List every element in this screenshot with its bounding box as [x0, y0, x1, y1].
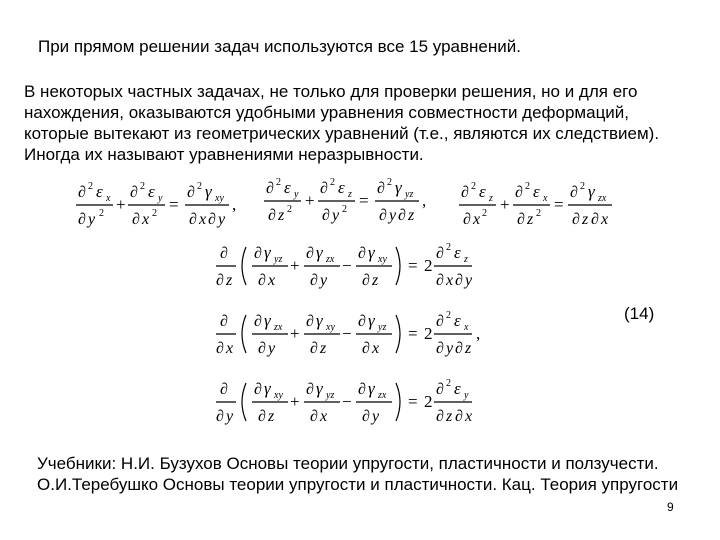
paragraph-text: В некоторых частных задачах, не только для проверки решения, но и для его нахождения, оказываются удобными уравнения совместности деформаций, которые вытекают из геометрических уравнений (т.е., являются их следствием). Иногда их называют уравнениями неразрывности. — [24, 82, 660, 164]
equation-2 — [264, 177, 426, 224]
equation-number: (14) — [624, 304, 655, 323]
svg-text:∂: ∂ — [362, 408, 370, 425]
svg-text:γ: γ — [264, 311, 271, 330]
svg-text:2: 2 — [152, 208, 157, 219]
svg-text:+: + — [116, 195, 126, 214]
svg-text:z: z — [372, 272, 379, 289]
svg-text:y: y — [332, 207, 340, 224]
equation-3 — [459, 181, 612, 228]
svg-text:∂: ∂ — [436, 408, 444, 425]
svg-text:∂: ∂ — [362, 272, 370, 289]
svg-text:zx: zx — [274, 322, 283, 333]
svg-text:x: x — [199, 211, 207, 228]
svg-text:,: , — [232, 195, 237, 214]
svg-text:y: y — [372, 408, 380, 425]
svg-text:=: = — [408, 256, 418, 275]
svg-text:∂: ∂ — [268, 207, 276, 224]
svg-text:y: y — [464, 390, 469, 401]
svg-text:y: y — [389, 207, 397, 224]
svg-text:yz: yz — [378, 322, 387, 333]
svg-text:∂: ∂ — [515, 184, 523, 201]
svg-text:yz: yz — [326, 390, 335, 401]
svg-text:γ: γ — [316, 243, 323, 262]
svg-text:z: z — [465, 340, 472, 357]
svg-text:z: z — [348, 189, 352, 200]
svg-text:ε: ε — [479, 182, 486, 201]
svg-text:ε: ε — [533, 182, 540, 201]
svg-text:z: z — [320, 340, 327, 357]
svg-text:∂: ∂ — [310, 272, 318, 289]
svg-text:γ: γ — [316, 311, 323, 330]
svg-text:=: = — [408, 392, 418, 411]
svg-text:x: x — [543, 193, 548, 204]
svg-text:∂: ∂ — [461, 184, 469, 201]
svg-text:−: − — [342, 392, 352, 411]
svg-text:∂: ∂ — [306, 313, 314, 330]
svg-text:x: x — [320, 408, 328, 425]
svg-text:∂: ∂ — [258, 272, 266, 289]
intro-text: При прямом решении задач используются все 15 уравнений. — [38, 37, 521, 56]
svg-text:2: 2 — [536, 208, 541, 219]
svg-text:∂: ∂ — [358, 313, 366, 330]
svg-text:γ: γ — [264, 243, 271, 262]
svg-text:y: y — [294, 189, 299, 200]
svg-text:y: y — [226, 408, 234, 425]
svg-text:zx: zx — [326, 254, 335, 265]
svg-text:+: + — [290, 256, 300, 275]
svg-text:x: x — [142, 211, 150, 228]
svg-text:2: 2 — [446, 378, 451, 389]
svg-text:xy: xy — [378, 254, 387, 265]
svg-text:2: 2 — [342, 204, 347, 215]
svg-text:∂: ∂ — [358, 245, 366, 262]
svg-text:∂: ∂ — [436, 381, 444, 398]
svg-text:∂: ∂ — [208, 211, 216, 228]
svg-text:2: 2 — [424, 256, 433, 275]
svg-text:2: 2 — [140, 181, 145, 192]
svg-text:2: 2 — [446, 310, 451, 321]
svg-text:x: x — [473, 211, 481, 228]
svg-text:2: 2 — [424, 324, 433, 343]
svg-text:xy: xy — [215, 193, 224, 204]
svg-text:2: 2 — [88, 181, 93, 192]
svg-text:x: x — [601, 211, 609, 228]
svg-text:xy: xy — [326, 322, 335, 333]
svg-text:2: 2 — [387, 177, 392, 188]
svg-text:z: z — [226, 272, 233, 289]
svg-text:2: 2 — [446, 242, 451, 253]
svg-text:∂: ∂ — [306, 245, 314, 262]
svg-text:x: x — [372, 340, 380, 357]
svg-text:z: z — [408, 207, 415, 224]
svg-text:=: = — [359, 191, 369, 210]
svg-text:z: z — [464, 254, 468, 265]
svg-text:∂: ∂ — [570, 184, 578, 201]
svg-text:2: 2 — [424, 392, 433, 411]
svg-text:γ: γ — [316, 379, 323, 398]
svg-text:yz: yz — [274, 254, 283, 265]
svg-text:=: = — [554, 195, 564, 214]
svg-text:∂: ∂ — [132, 211, 140, 228]
equation-6 — [216, 378, 472, 425]
svg-text:∂: ∂ — [254, 313, 262, 330]
svg-text:2: 2 — [330, 177, 335, 188]
svg-text:γ: γ — [368, 243, 375, 262]
svg-text:x: x — [465, 408, 473, 425]
svg-text:∂: ∂ — [436, 245, 444, 262]
svg-text:z: z — [582, 211, 589, 228]
svg-text:z: z — [278, 207, 285, 224]
svg-text:ε: ε — [454, 311, 461, 330]
svg-text:y: y — [88, 211, 96, 228]
svg-text:∂: ∂ — [310, 340, 318, 357]
svg-text:∂: ∂ — [216, 272, 224, 289]
references-text: Учебники: Н.И. Бузухов Основы теории упругости, пластичности и ползучести. О.И.Теребушко Основы теории упругости и пластичности. Кац. Теория упругости — [37, 454, 679, 494]
svg-text:∂: ∂ — [258, 408, 266, 425]
svg-text:∂: ∂ — [266, 180, 274, 197]
svg-text:z: z — [489, 193, 493, 204]
svg-text:γ: γ — [368, 311, 375, 330]
svg-text:∂: ∂ — [187, 184, 195, 201]
svg-text:∂: ∂ — [254, 381, 262, 398]
page-number: 9 — [667, 500, 674, 514]
svg-text:+: + — [305, 191, 315, 210]
svg-text:z: z — [527, 211, 534, 228]
svg-text:ε: ε — [454, 379, 461, 398]
svg-text:∂: ∂ — [517, 211, 525, 228]
svg-text:∂: ∂ — [398, 207, 406, 224]
svg-text:2: 2 — [482, 208, 487, 219]
svg-text:∂: ∂ — [78, 211, 86, 228]
svg-text:zx: zx — [378, 390, 387, 401]
svg-text:∂: ∂ — [216, 340, 224, 357]
svg-text:yz: yz — [405, 189, 414, 200]
svg-text:∂: ∂ — [220, 313, 228, 330]
equation-5 — [216, 310, 480, 357]
svg-text:+: + — [290, 392, 300, 411]
svg-text:∂: ∂ — [320, 180, 328, 197]
svg-text:∂: ∂ — [310, 408, 318, 425]
svg-text:∂: ∂ — [78, 184, 86, 201]
svg-text:∂: ∂ — [216, 408, 224, 425]
svg-text:∂: ∂ — [591, 211, 599, 228]
svg-text:∂: ∂ — [189, 211, 197, 228]
svg-text:∂: ∂ — [254, 245, 262, 262]
svg-text:∂: ∂ — [436, 272, 444, 289]
svg-text:∂: ∂ — [436, 313, 444, 330]
svg-text:∂: ∂ — [463, 211, 471, 228]
svg-text:γ: γ — [205, 182, 212, 201]
svg-text:xy: xy — [274, 390, 283, 401]
svg-text:∂: ∂ — [130, 184, 138, 201]
svg-text:y: y — [446, 340, 454, 357]
svg-text:ε: ε — [284, 178, 291, 197]
svg-text:−: − — [342, 324, 352, 343]
svg-text:zx: zx — [598, 193, 607, 204]
svg-text:ε: ε — [454, 243, 461, 262]
svg-text:ε: ε — [96, 182, 103, 201]
svg-text:y: y — [465, 272, 473, 289]
svg-text:,: , — [422, 191, 427, 210]
svg-text:2: 2 — [471, 181, 476, 192]
svg-text:2: 2 — [99, 208, 104, 219]
svg-text:2: 2 — [197, 181, 202, 192]
svg-text:∂: ∂ — [572, 211, 580, 228]
equation-1 — [76, 181, 236, 228]
svg-text:ε: ε — [338, 178, 345, 197]
svg-text:=: = — [169, 195, 179, 214]
svg-text:γ: γ — [264, 379, 271, 398]
svg-text:y: y — [320, 272, 328, 289]
svg-text:−: − — [342, 256, 352, 275]
svg-text:∂: ∂ — [220, 381, 228, 398]
svg-text:,: , — [476, 324, 481, 343]
svg-text:∂: ∂ — [220, 245, 228, 262]
svg-text:=: = — [408, 324, 418, 343]
svg-text:γ: γ — [588, 182, 595, 201]
svg-text:∂: ∂ — [306, 381, 314, 398]
svg-text:2: 2 — [287, 204, 292, 215]
svg-text:2: 2 — [525, 181, 530, 192]
svg-text:∂: ∂ — [362, 340, 370, 357]
svg-text:x: x — [446, 272, 454, 289]
svg-text:ε: ε — [148, 182, 155, 201]
svg-text:∂: ∂ — [377, 180, 385, 197]
svg-text:z: z — [268, 408, 275, 425]
svg-text:2: 2 — [276, 177, 281, 188]
svg-text:y: y — [218, 211, 226, 228]
equation-4 — [216, 242, 473, 289]
svg-text:γ: γ — [368, 379, 375, 398]
svg-text:x: x — [226, 340, 234, 357]
svg-text:∂: ∂ — [436, 340, 444, 357]
svg-text:∂: ∂ — [379, 207, 387, 224]
svg-text:y: y — [158, 193, 163, 204]
svg-text:2: 2 — [580, 181, 585, 192]
svg-text:γ: γ — [395, 178, 402, 197]
svg-text:∂: ∂ — [258, 340, 266, 357]
svg-text:z: z — [446, 408, 453, 425]
svg-text:+: + — [290, 324, 300, 343]
svg-text:∂: ∂ — [455, 340, 463, 357]
svg-text:x: x — [268, 272, 276, 289]
svg-text:∂: ∂ — [358, 381, 366, 398]
svg-text:x: x — [106, 193, 111, 204]
svg-text:∂: ∂ — [455, 408, 463, 425]
svg-text:+: + — [500, 195, 510, 214]
svg-text:∂: ∂ — [455, 272, 463, 289]
svg-text:y: y — [268, 340, 276, 357]
svg-text:∂: ∂ — [322, 207, 330, 224]
svg-text:x: x — [464, 322, 469, 333]
